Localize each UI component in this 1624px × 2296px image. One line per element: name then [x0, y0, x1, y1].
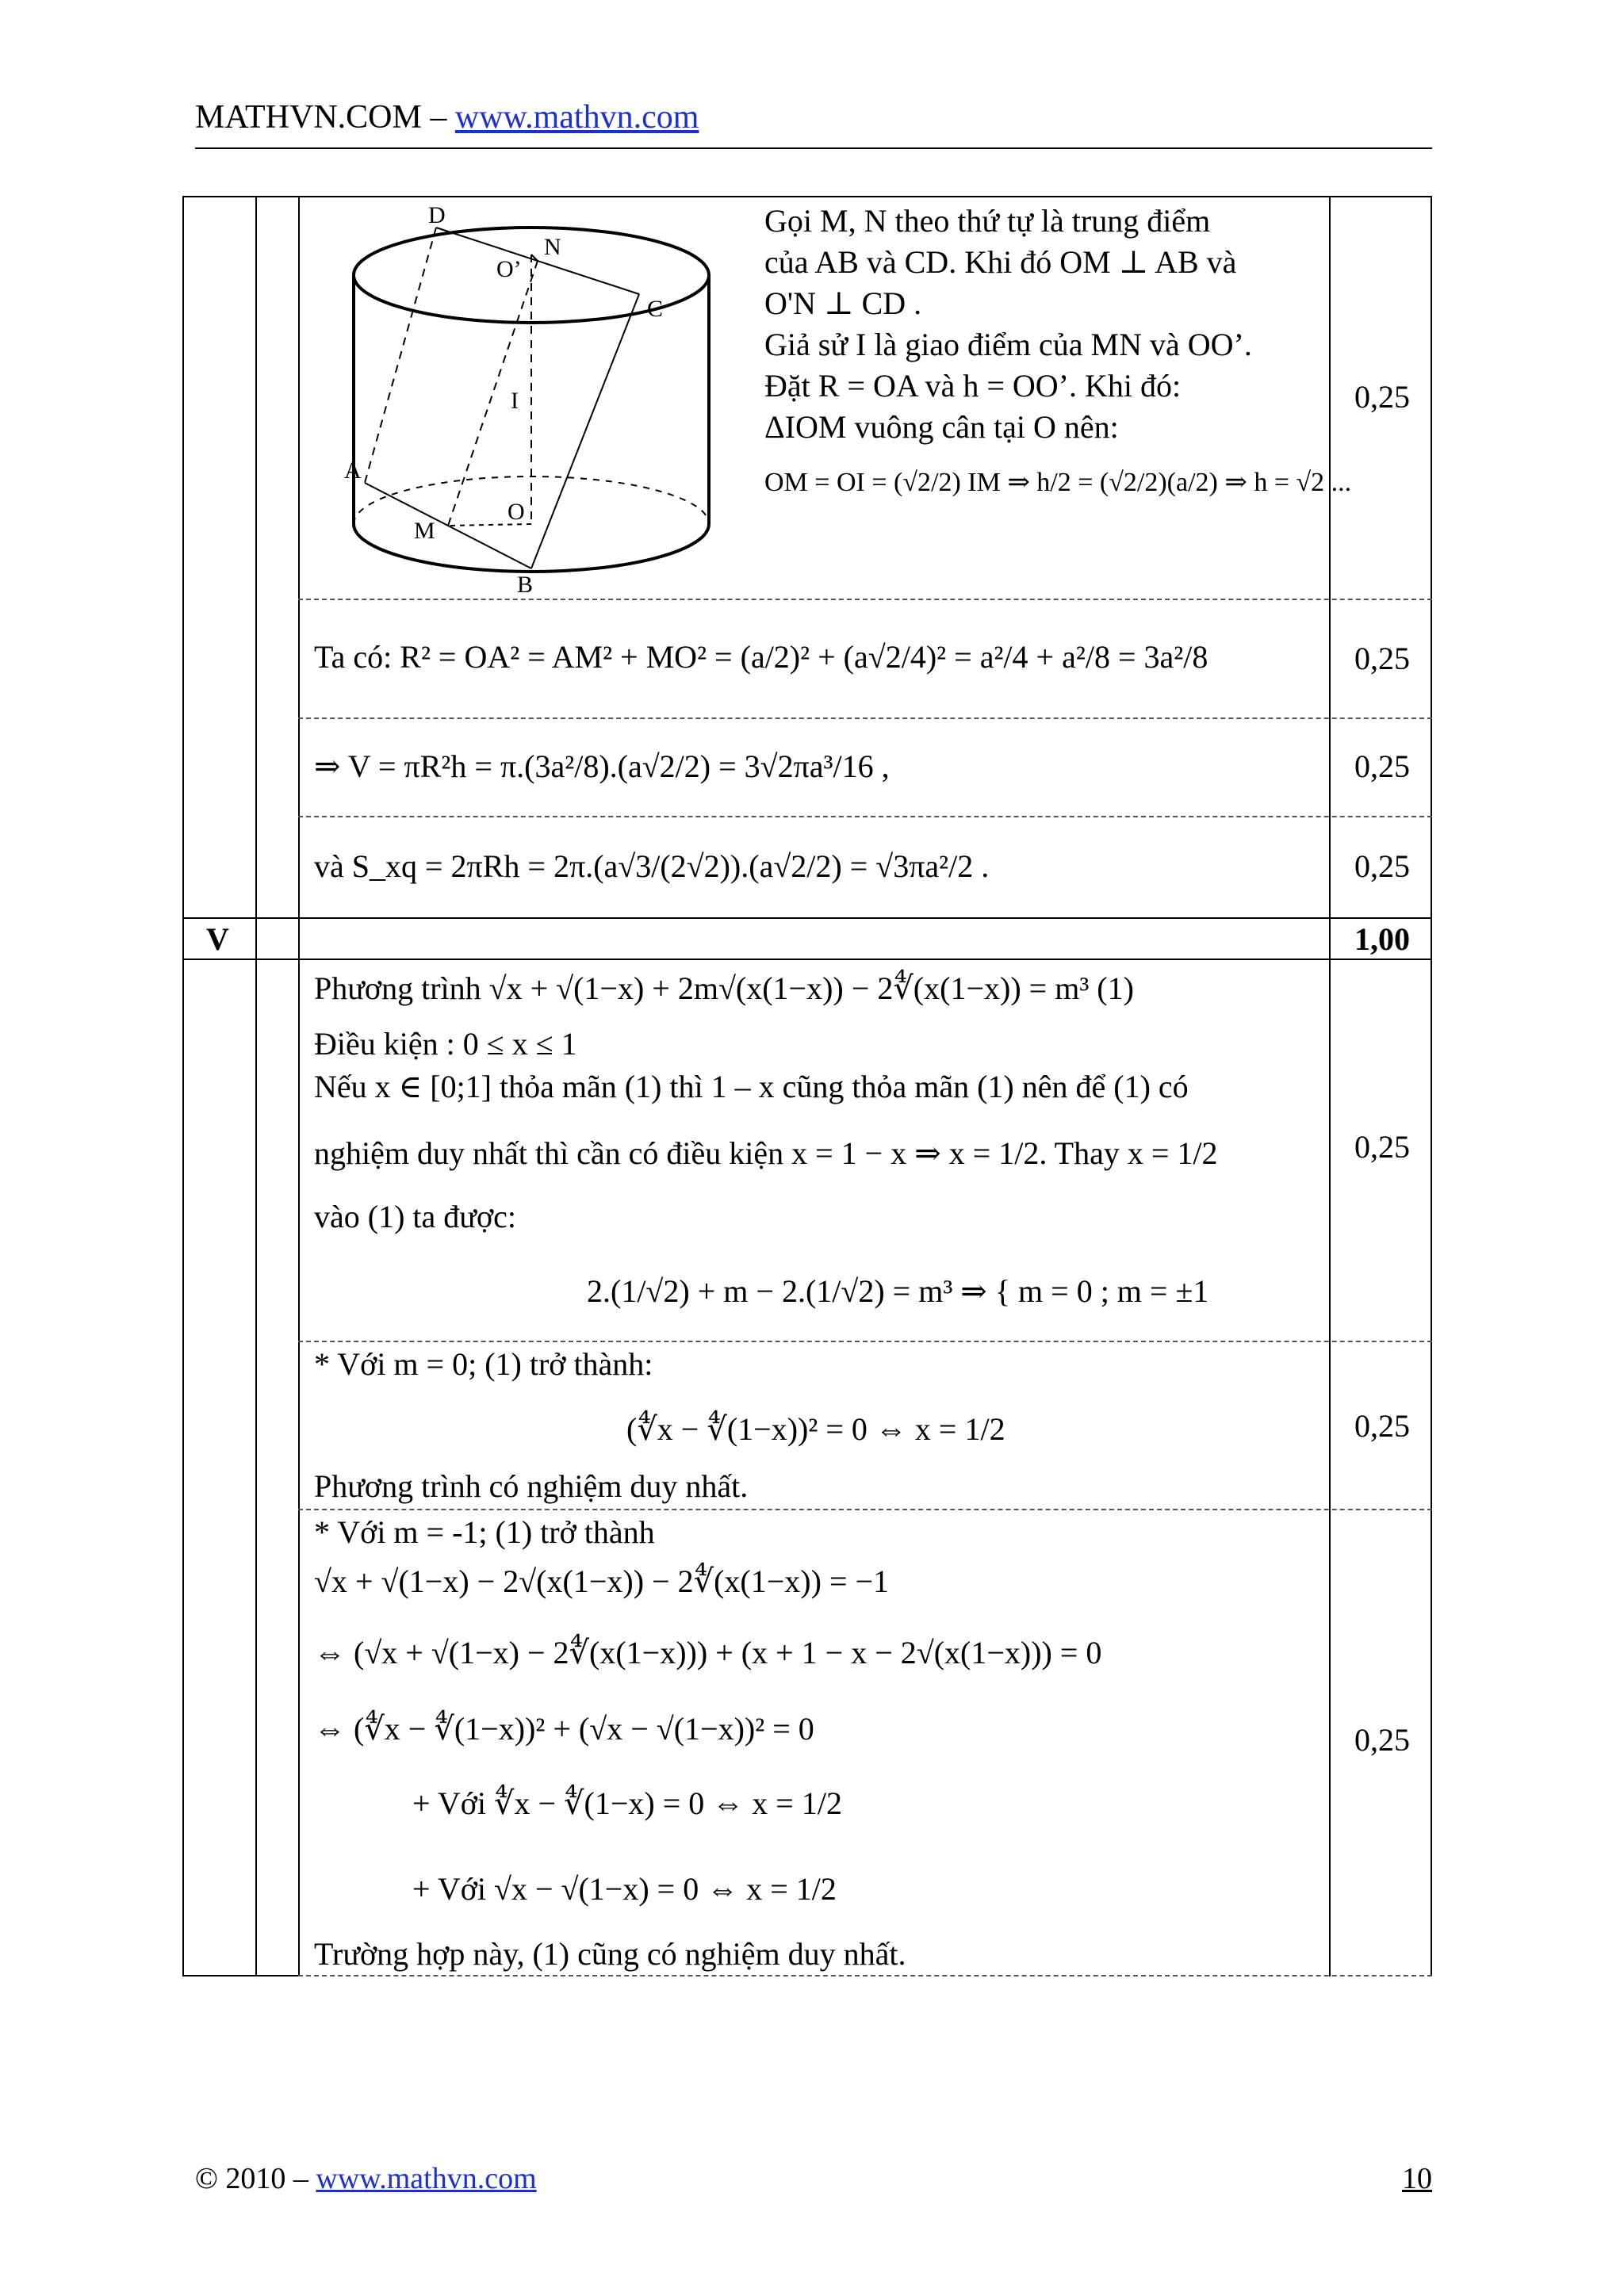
row6-line2: (∜x − ∜(1−x))² = 0 ⇔ x = 1/2	[626, 1411, 1005, 1447]
label-A: A	[344, 457, 362, 484]
row3-equation: ⇒ V = πR²h = π.(3a²/8).(a√2/2) = 3√2πa³/16 ,	[314, 748, 890, 784]
row4-equation: và S_xq = 2πRh = 2π.(a√3/(2√2)).(a√2/2) = √3πa²/2 .	[314, 848, 990, 884]
row1-line7: OM = OI = (√2/2) IM ⇒ h/2 = (√2/2)(a/2) ⇒ h = √2 ...	[764, 468, 1352, 497]
footer-copyright: © 2010 –	[195, 2162, 316, 2195]
header-link[interactable]: www.mathvn.com	[454, 99, 699, 136]
row4-score: 0,25	[1354, 848, 1410, 884]
row5-score: 0,25	[1354, 1129, 1410, 1165]
row-divider	[298, 1509, 1432, 1510]
segment-AB	[365, 483, 531, 568]
table-border-right	[1431, 196, 1432, 1976]
label-N: N	[544, 234, 561, 260]
table-col-divider-1	[255, 196, 257, 1976]
label-I: I	[511, 388, 519, 414]
solution-table	[182, 196, 1432, 1976]
label-D: D	[428, 202, 446, 228]
row-divider-solid	[182, 959, 1432, 960]
row7-line3: ⇔ (√x + √(1−x) − 2∜(x(1−x))) + (x + 1 − x − 2√(x(1−x))) = 0	[314, 1635, 1102, 1670]
row2-equation: Ta có: R² = OA² = AM² + MO² = (a/2)² + (a√2/4)² = a²/4 + a²/8 = 3a²/8	[314, 639, 1208, 675]
row6-line3: Phương trình có nghiệm duy nhất.	[314, 1468, 749, 1504]
label-M: M	[414, 518, 435, 544]
table-border-left	[182, 196, 184, 1976]
row6-line1: * Với m = 0; (1) trở thành:	[314, 1346, 653, 1382]
row7-score: 0,25	[1354, 1722, 1410, 1758]
row-divider	[298, 599, 1432, 600]
label-O: O	[508, 499, 525, 525]
row-divider-solid	[182, 917, 1432, 919]
row1-line6: ΔIOM vuông cân tại O nên:	[764, 409, 1119, 445]
page-footer	[195, 2161, 1432, 2209]
row1-line2: của AB và CD. Khi đó OM ⊥ AB và	[764, 244, 1237, 280]
row7-line5: + Với ∜x − ∜(1−x) = 0 ⇔ x = 1/2	[412, 1785, 842, 1821]
page-header	[195, 98, 1432, 149]
row5-line6: 2.(1/√2) + m − 2.(1/√2) = m³ ⇒ { m = 0 ; m = ±1	[587, 1273, 1209, 1309]
label-B: B	[517, 572, 534, 595]
row1-line4: Giả sử I là giao điểm của MN và OO’.	[764, 327, 1252, 362]
row5-line4: nghiệm duy nhất thì cần có điều kiện x = 1 − x ⇒ x = 1/2. Thay x = 1/2	[314, 1135, 1218, 1171]
table-border-bottom-left	[182, 1975, 298, 1976]
table-border-bottom	[298, 1975, 1432, 1976]
row5-line1: Phương trình √x + √(1−x) + 2m√(x(1−x)) − 2∜(x(1−x)) = m³ (1)	[314, 970, 1134, 1006]
header-site-name: MATHVN.COM –	[195, 99, 455, 136]
row7-line4: ⇔ (∜x − ∜(1−x))² + (√x − √(1−x))² = 0	[314, 1711, 814, 1747]
segment-CB	[531, 294, 639, 568]
segment-DA	[365, 228, 436, 483]
row7-line7: Trường hợp này, (1) cũng có nghiệm duy nhất.	[314, 1936, 906, 1972]
row7-line6: + Với √x − √(1−x) = 0 ⇔ x = 1/2	[412, 1871, 837, 1907]
row1-score: 0,25	[1354, 379, 1410, 415]
table-border-top	[182, 196, 1432, 197]
row1-line1: Gọi M, N theo thứ tự là trung điểm	[764, 203, 1211, 239]
segment-MN	[448, 261, 538, 526]
label-C: C	[647, 296, 664, 322]
section-v-score: 1,00	[1354, 921, 1410, 957]
section-v-label: V	[206, 921, 229, 957]
label-Oprime: O’	[496, 256, 522, 282]
row1-line3: O'N ⊥ CD .	[764, 285, 922, 321]
row-divider	[298, 816, 1432, 817]
row-divider	[298, 1341, 1432, 1342]
row7-line2: √x + √(1−x) − 2√(x(1−x)) − 2∜(x(1−x)) = −1	[314, 1563, 890, 1599]
row2-score: 0,25	[1354, 641, 1410, 676]
header-site	[195, 98, 699, 136]
row5-line5: vào (1) ta được:	[314, 1199, 516, 1234]
row3-score: 0,25	[1354, 748, 1410, 784]
footer-link[interactable]: www.mathvn.com	[316, 2162, 537, 2195]
page-number: 10	[1402, 2162, 1432, 2195]
row-divider	[298, 718, 1432, 719]
bottom-arc-front	[354, 524, 709, 572]
row5-line3: Nếu x ∈ [0;1] thỏa mãn (1) thì 1 – x cũng thỏa mãn (1) nên để (1) có	[314, 1069, 1189, 1104]
row6-score: 0,25	[1354, 1408, 1410, 1444]
row1-line5: Đặt R = OA và h = OO’. Khi đó:	[764, 368, 1182, 404]
row7-line1: * Với m = -1; (1) trở thành	[314, 1514, 655, 1550]
table-col-divider-2	[298, 196, 300, 1976]
row5-line2: Điều kiện : 0 ≤ x ≤ 1	[314, 1026, 577, 1062]
